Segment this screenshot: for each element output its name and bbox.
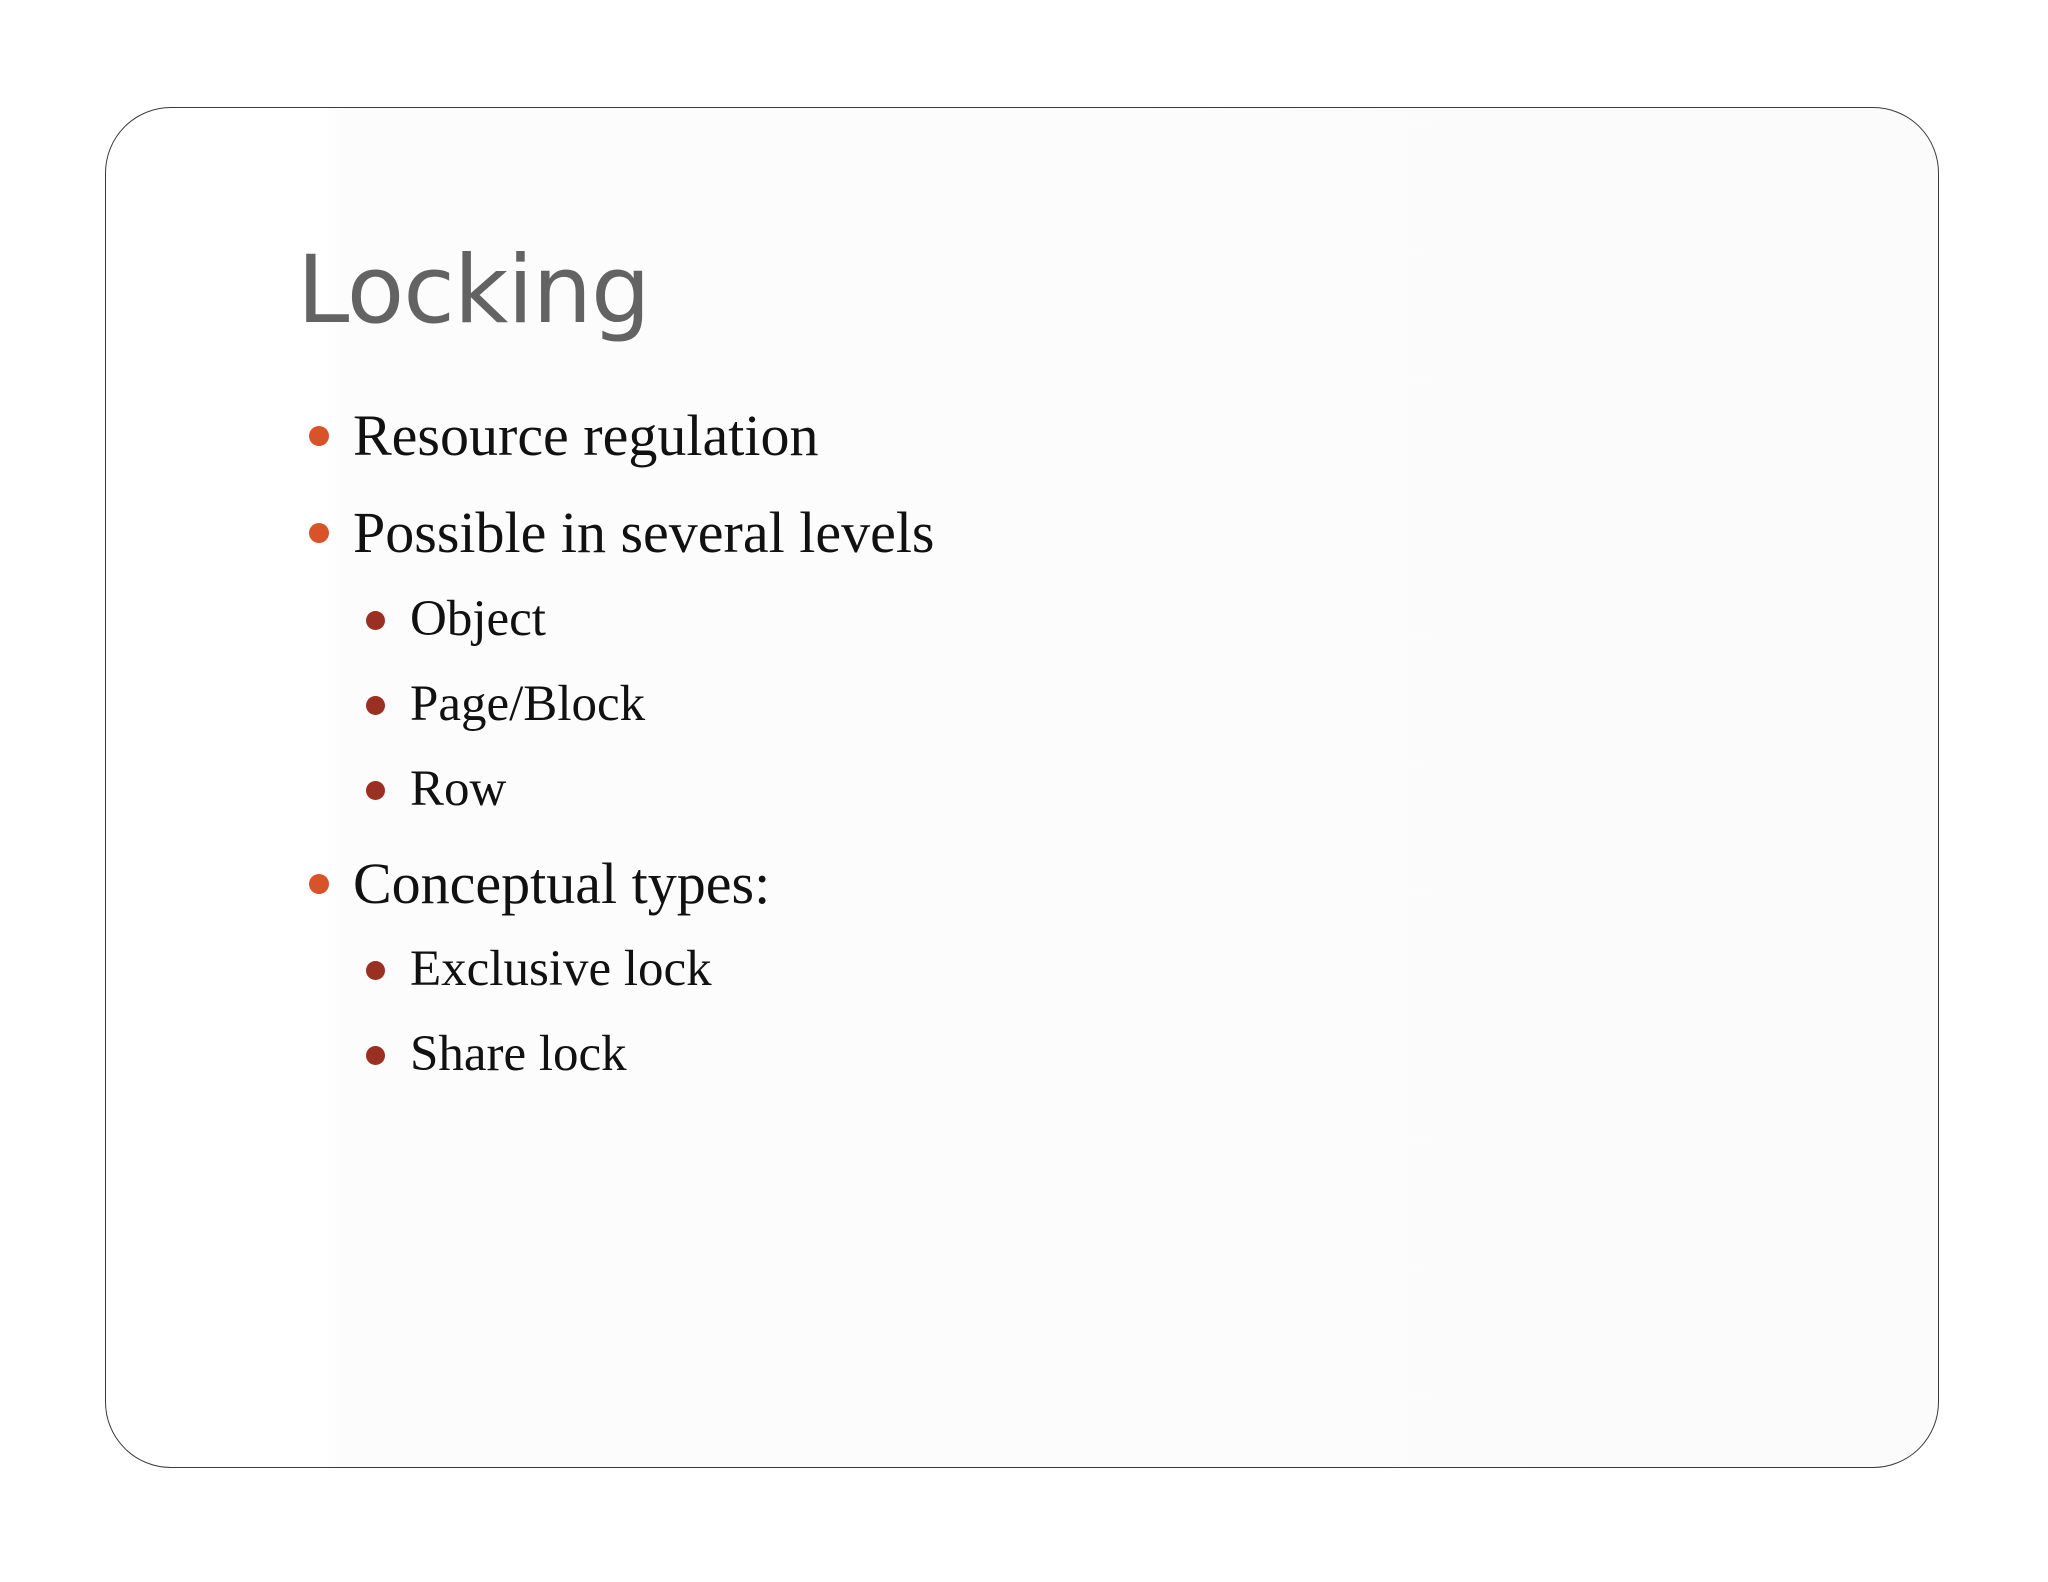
bullet-text: Possible in several levels	[353, 500, 935, 565]
bullet-text: Resource regulation	[353, 403, 819, 468]
sub-bullet-text: Row	[410, 761, 507, 817]
sub-bullet-text: Page/Block	[410, 676, 646, 732]
bullet-dot-icon	[309, 874, 329, 894]
bullet-dot-icon	[309, 523, 329, 543]
sub-bullet-text: Exclusive lock	[410, 941, 712, 997]
sub-bullet-item-page-block	[410, 675, 645, 733]
sub-bullet-text: Share lock	[410, 1026, 627, 1082]
sub-bullet-item-exclusive-lock	[410, 940, 712, 998]
bullet-dot-icon	[309, 426, 329, 446]
sub-bullet-dot-icon	[366, 781, 385, 800]
bullet-item-conceptual-types	[353, 850, 770, 917]
sub-bullet-dot-icon	[366, 611, 385, 630]
bullet-item-possible-levels	[353, 499, 935, 566]
sub-bullet-item-share-lock	[410, 1025, 627, 1083]
sub-bullet-item-object	[410, 590, 546, 648]
sub-bullet-text: Object	[410, 591, 546, 647]
sub-bullet-dot-icon	[366, 1046, 385, 1065]
bullet-item-resource-regulation	[353, 402, 818, 469]
sub-bullet-dot-icon	[366, 961, 385, 980]
sub-bullet-item-row	[410, 760, 506, 818]
sub-bullet-dot-icon	[366, 696, 385, 715]
bullet-text: Conceptual types:	[353, 851, 771, 916]
slide-title: Locking	[297, 236, 650, 345]
